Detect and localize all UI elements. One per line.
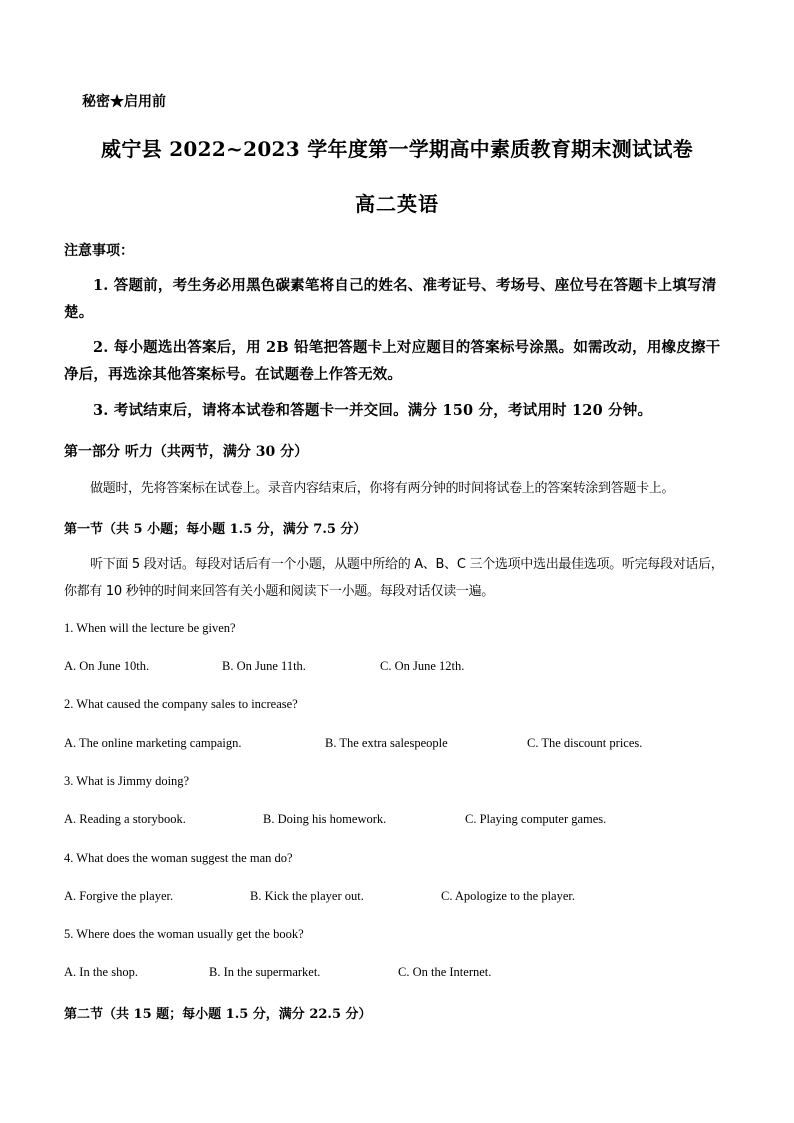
option-a: A. In the shop.: [64, 965, 138, 979]
option-b: B. In the supermarket.: [209, 965, 321, 979]
question-stem: 4. What does the woman suggest the man do?: [64, 851, 293, 865]
section-heading: 第二节（共 15 题；每小题 1.5 分，满分 22.5 分）: [64, 1007, 372, 1022]
question-stem: 2. What caused the company sales to increase?: [64, 697, 298, 711]
exam-title: 威宁县 2022~2023 学年度第一学期高中素质教育期末测试试卷: [101, 137, 693, 161]
part-instruction: 做题时，先将答案标在试卷上。录音内容结束后，你将有两分钟的时间将试卷上的答案转涂到答题卡上。: [90, 481, 675, 496]
notice-item-2: 2. 每小题选出答案后，用 2B 铅笔把答题卡上对应题目的答案标号涂黑。如需改动，用橡皮擦干净后，再选涂其他答案标号。在试题卷上作答无效。: [64, 339, 721, 383]
option-a: A. On June 10th.: [64, 659, 150, 673]
option-b: B. Doing his homework.: [263, 812, 387, 826]
option-b: B. Kick the player out.: [250, 889, 364, 903]
section-heading: 第一节（共 5 小题；每小题 1.5 分，满分 7.5 分）: [64, 522, 367, 537]
option-c: C. Playing computer games.: [465, 812, 607, 826]
question-stem: 3. What is Jimmy doing?: [64, 774, 190, 788]
option-c: C. The discount prices.: [527, 736, 643, 750]
notice-heading: 注意事项：: [64, 243, 134, 259]
option-c: C. On the Internet.: [398, 965, 492, 979]
question-stem: 1. When will the lecture be given?: [64, 621, 236, 635]
part-heading: 第一部分 听力（共两节，满分 30 分）: [64, 444, 309, 460]
confidential-label: 秘密★启用前: [82, 94, 166, 110]
option-c: C. Apologize to the player.: [441, 889, 576, 903]
question-stem: 5. Where does the woman usually get the book?: [64, 927, 304, 941]
option-b: B. The extra salespeople: [325, 736, 448, 750]
option-a: A. Reading a storybook.: [64, 812, 186, 826]
subject-title: 高二英语: [355, 192, 439, 216]
option-c: C. On June 12th.: [380, 659, 465, 673]
section-instruction: 听下面 5 段对话。每段对话后有一个小题，从题中所给的 A、B、C 三个选项中选出最佳选项。听完每段对话后，你都有 10 秒钟的时间来回答有关小题和阅读下一小题。每段对话仅读一遍。: [64, 557, 724, 599]
option-a: A. Forgive the player.: [64, 889, 174, 903]
option-b: B. On June 11th.: [222, 659, 306, 673]
option-a: A. The online marketing campaign.: [64, 736, 242, 750]
notice-item-3: 3. 考试结束后，请将本试卷和答题卡一并交回。满分 150 分，考试用时 120 分钟。: [93, 402, 653, 419]
notice-item-1: 1. 答题前，考生务必用黑色碳素笔将自己的姓名、准考证号、考场号、座位号在答题卡上填写清楚。: [64, 277, 717, 321]
